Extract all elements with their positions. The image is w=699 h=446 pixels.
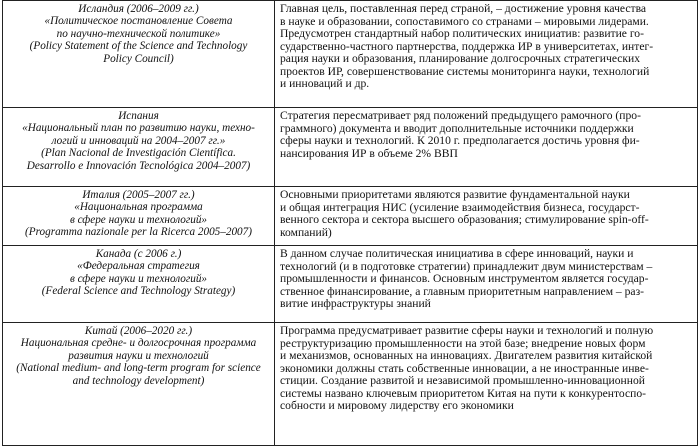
- description-cell: [275, 108, 698, 187]
- country-doc-line: развития науки и технологий: [68, 349, 209, 362]
- description-line: экономики должны стать собственные инновации, а не иностранные инве-: [280, 361, 649, 375]
- description-line: системы названо ключевым приоритетом Китая на пути к конкурентоспо-: [280, 386, 647, 400]
- country-doc-line: (Policy Statement of the Science and Technology: [29, 40, 248, 53]
- description-line: компаний): [280, 225, 332, 239]
- description-line: рация науки и образования, планирование долгосрочных стратегических: [280, 52, 641, 65]
- description-line: промышленности и финансов. Основным инструментом является государ-: [280, 272, 649, 285]
- country-doc-line: «Федеральная стратегия: [77, 260, 200, 273]
- description-line: Основными приоритетами являются развитие фундаментальной науки: [280, 188, 630, 201]
- country-title: Италия (2005–2007 гг.): [82, 189, 195, 201]
- country-title: Китай (2006–2020 гг.): [84, 325, 193, 337]
- description-line: реструктуризацию промышленности на этой базе; внедрение новых форм: [280, 336, 646, 350]
- description-cell: [275, 323, 698, 446]
- table-row-canada: [3, 246, 698, 323]
- country-doc-line: в сфере науки и технологий»: [69, 213, 208, 226]
- country-doc-line: «Национальный план по развитию науки, техно-: [22, 122, 255, 135]
- description-line: нансирования ИР в объеме 2% ВВП: [280, 146, 458, 160]
- description-line: Главная цель, поставленная перед страной, – достижение уровня качества: [280, 2, 647, 15]
- country-doc-line: «Национальная программа: [74, 201, 203, 214]
- country-doc-line: (Federal Science and Technology Strategy): [41, 285, 236, 298]
- description-cell: [275, 246, 698, 323]
- description-line: стиции. Создание развитой и независимой промышленно-инновационной: [280, 374, 645, 387]
- country-title: Исландия (2006–2009 гг.): [78, 3, 199, 15]
- description-cell: [275, 1, 698, 108]
- description-line: Предусмотрен стандартный набор политических инициатив: развитие го-: [280, 27, 644, 40]
- table-row-iceland: [3, 1, 698, 108]
- country-cell: [3, 246, 275, 323]
- description-line: сферы науки и технологий. К 2010 г. предполагается достичь уровня фи-: [280, 134, 640, 147]
- description-line: Программа предусматривает развитие сферы науки и технологий и полную: [280, 324, 654, 337]
- country-doc-line: and technology development): [72, 374, 205, 387]
- description-line: и общая интеграция НИС (усиление взаимодействия бизнеса, государст-: [280, 200, 640, 214]
- description-line: и механизмов, основанных на инновациях. Двигателем развития китайской: [280, 349, 653, 362]
- table-row-china: [3, 323, 698, 446]
- description-line: В данном случае политическая инициатива в сфере инноваций, науки и: [280, 247, 634, 260]
- country-cell: [3, 1, 275, 108]
- description-line: проектов ИР, совершенствование системы мониторинга науки, технологий: [280, 64, 650, 78]
- description-line: и инноваций и др.: [280, 77, 370, 90]
- description-line: ственное финансирование, а главным приоритетным направлением – раз-: [280, 284, 645, 298]
- country-cell: [3, 187, 275, 246]
- description-line: сударственно-частного партнерства, поддержка ИР в университетах, интег-: [280, 39, 654, 53]
- country-cell: [3, 323, 275, 446]
- country-doc-line: (National medium- and long-term program for science: [16, 362, 261, 375]
- country-doc-line: (Plan Nacional de Investigación Científica.: [41, 147, 236, 160]
- country-doc-line: Национальная средне- и долгосрочная программа: [20, 337, 257, 350]
- country-title: Испания: [118, 110, 159, 122]
- description-line: граммного) документа и вводит дополнительные источники поддержки: [280, 121, 634, 135]
- country-doc-line: логий и инноваций на 2004–2007 гг.»: [51, 134, 226, 147]
- country-doc-line: Policy Council): [103, 52, 174, 65]
- description-line: витие инфраструктуры знаний: [280, 297, 431, 310]
- table-row-italy: [3, 187, 698, 246]
- country-doc-line: Desarrollo e Innovación Tecnológica 2004–2007): [26, 159, 251, 172]
- description-line: в науке и образовании, сопоставимого со странами – мировыми лидерами.: [280, 14, 649, 28]
- description-line: Стратегия пересматривает ряд положений предыдущего рамочного (про-: [280, 109, 641, 122]
- policy-table: [2, 0, 698, 446]
- country-doc-line: по научно-технической политике»: [56, 27, 221, 40]
- country-doc-line: в сфере науки и технологий»: [69, 272, 208, 285]
- country-doc-line: «Политическое постановление Совета: [44, 15, 233, 28]
- description-line: венного сектора и сектора высшего образования; стимулирование spin-off-: [280, 213, 649, 226]
- country-cell: [3, 108, 275, 187]
- description-line: технологий (и в подготовке стратегии) принадлежит двум министерствам –: [280, 259, 653, 273]
- country-title: Канада (с 2006 г.): [95, 248, 182, 260]
- country-doc-line: (Programma nazionale per la Ricerca 2005–2007): [25, 226, 252, 239]
- description-line: собности и мировому лидерству его экономики: [280, 399, 514, 412]
- description-cell: [275, 187, 698, 246]
- table-row-spain: [3, 108, 698, 187]
